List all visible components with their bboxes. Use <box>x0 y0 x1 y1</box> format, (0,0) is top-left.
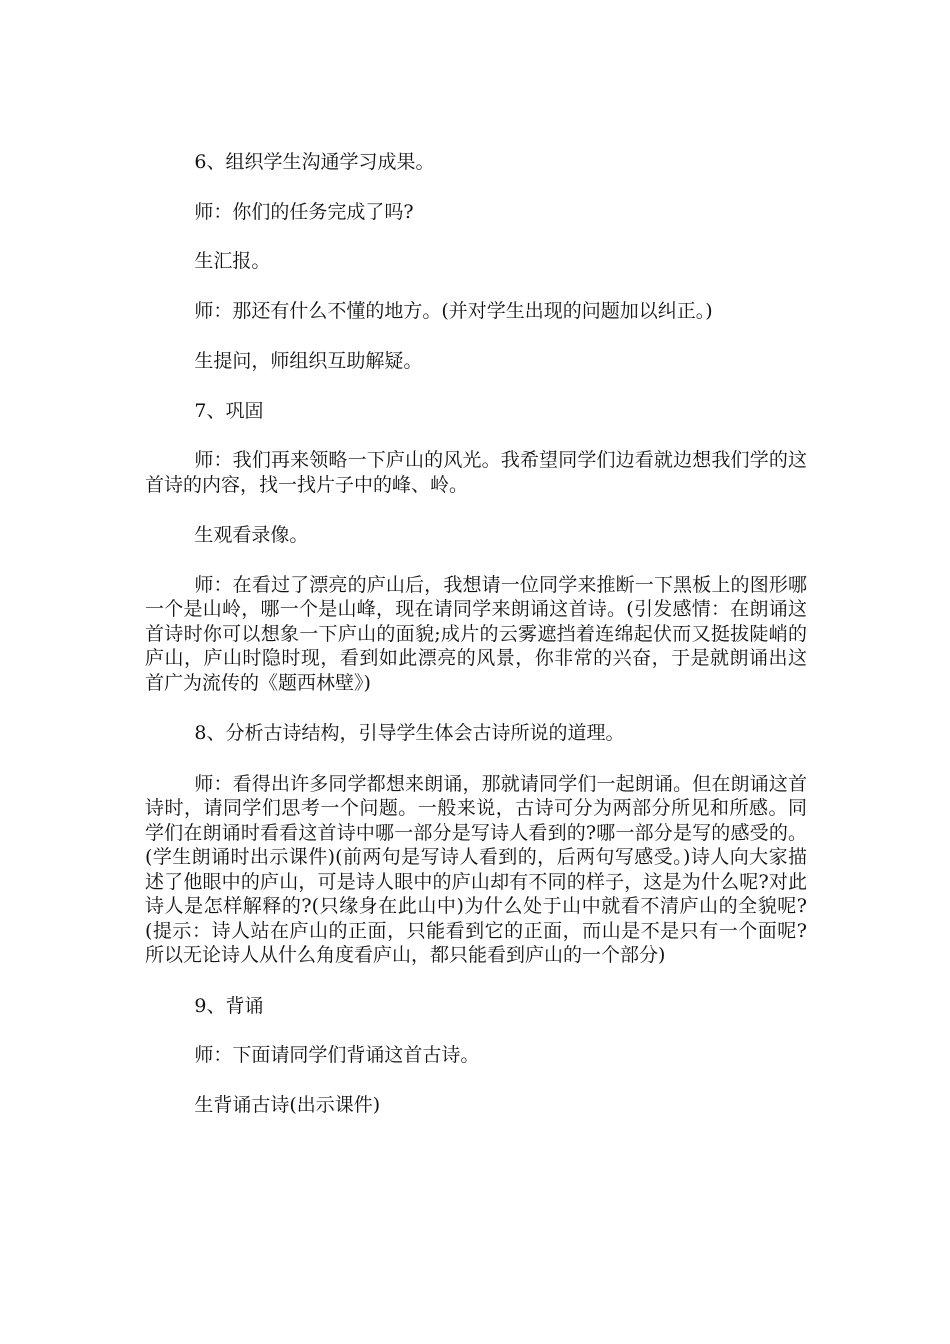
teacher-recitation-guidance: 师：在看过了漂亮的庐山后，我想请一位同学来推断一下黑板上的图形哪一个是山岭，哪一个是山峰，现在请同学来朗诵这首诗。(引发感情：在朗诵这首诗时你可以想象一下庐山的面貌;成片的云雾遮挡着连绵起伏而又挺拔陡峭的庐山，庐山时隐时现，看到如此漂亮的风景，你非常的兴奋，于是就朗诵出这首广为流传的《题西林壁》) <box>145 573 807 694</box>
student-report: 生汇报。 <box>194 250 271 272</box>
teacher-question-tasks: 师：你们的任务完成了吗? <box>194 200 414 223</box>
student-questions: 生提问，师组织互助解疑。 <box>194 350 423 372</box>
step-8-heading: 8、分析古诗结构，引导学生体会古诗所说的道理。 <box>194 722 625 744</box>
step-6-heading: 6、组织学生沟通学习成果。 <box>194 151 435 173</box>
teacher-recite-instruction: 师：下面请同学们背诵这首古诗。 <box>194 1044 480 1066</box>
teacher-structure-analysis: 师：看得出许多同学都想来朗诵，那就请同学们一起朗诵。但在朗诵这首诗时，请同学们思考一个问题。一般来说，古诗可分为两部分所见和所感。同学们在朗诵时看看这首诗中哪一部分是写诗人看到的?哪一部分是写的感受的。(学生朗诵时出示课件)(前两句是写诗人看到的，后两句写感受。)诗人向大家描述了他眼中的庐山，可是诗人眼中的庐山却有不同的样子，这是为什么呢?对此诗人是怎样解释的?(只缘身在此山中)为什么处于山中就看不清庐山的全貌呢?(提示：诗人站在庐山的正面，只能看到它的正面，而山是不是只有一个面呢?所以无论诗人从什么角度看庐山，都只能看到庐山的一个部分) <box>145 772 807 966</box>
student-watch-video: 生观看录像。 <box>194 524 309 546</box>
document-body <box>145 150 807 1142</box>
step-7-heading: 7、巩固 <box>194 399 264 422</box>
step-9-heading: 9、背诵 <box>194 994 264 1017</box>
teacher-question-doubts: 师：那还有什么不懂的地方。(并对学生出现的问题加以纠正。) <box>194 299 713 322</box>
student-recite: 生背诵古诗(出示课件) <box>194 1093 381 1116</box>
teacher-video-intro: 师：我们再来领略一下庐山的风光。我希望同学们边看就边想我们学的这首诗的内容，找一找片子中的峰、岭。 <box>145 449 807 496</box>
